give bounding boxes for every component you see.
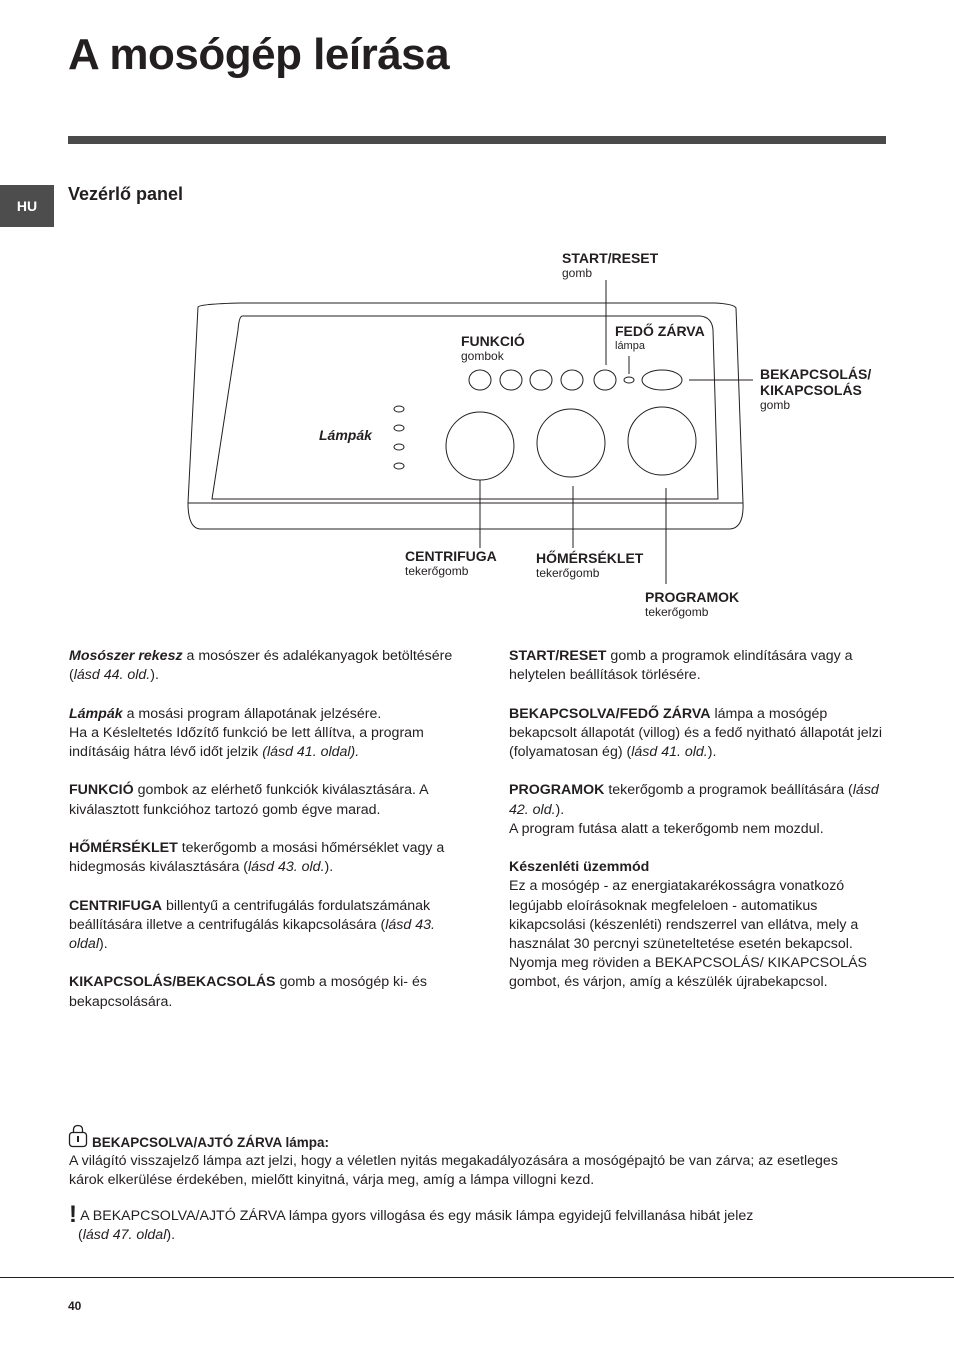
paragraph-mososzer: Mosószer rekesz a mosószer és adalékanyagok betöltésére (lásd 44. old.). <box>69 648 453 684</box>
power-button-shape <box>642 370 682 390</box>
label-homerseklet: HŐMÉRSÉKLET tekerőgomb <box>536 550 644 580</box>
page-title: A mosógép leírása <box>68 30 450 79</box>
page-number: 40 <box>68 1299 82 1313</box>
label-fedo-zarva: FEDŐ ZÁRVA lámpa <box>615 323 705 352</box>
temperature-knob-shape <box>537 409 605 477</box>
label-bekapcsolas: BEKAPCSOLÁS/ KIKAPCSOLÁS gomb <box>760 366 872 412</box>
padlock-icon <box>68 1124 88 1148</box>
paragraph-start-reset: START/RESET gomb a programok elindítására vagy a helytelen beállítások törlésére. <box>509 648 853 684</box>
paragraph-kikapcsolas: KIKAPCSOLÁS/BEKACSOLÁS gomb a mosógép ki- és bekapcsolására. <box>69 974 427 1010</box>
warning-note: ! A BEKAPCSOLVA/AJTÓ ZÁRVA lámpa gyors villogása és egy másik lámpa egyidejű felvillanása hibát jelez (lásd 47. oldal). <box>69 1201 754 1244</box>
program-knob-shape <box>628 407 696 475</box>
lamp-4 <box>394 463 404 469</box>
section-title: Vezérlő panel <box>68 184 184 204</box>
lamp-3 <box>394 444 404 450</box>
language-tab: HU <box>0 185 54 227</box>
warning-icon: ! <box>69 1201 77 1228</box>
paragraph-lampak: Lámpák a mosási program állapotának jelzésére. Ha a Késleltetés Időzítő funkció be lett állítva, a program indításáig hátra lévő időt jelzik (lásd 41. oldal). <box>69 705 424 760</box>
function-button-4 <box>561 370 583 390</box>
paragraph-programok: PROGRAMOK tekerőgomb a programok beállítására (lásd 42. old.). A program futása alatt a tekerőgomb nem mozdul. <box>509 782 879 837</box>
footer-rule <box>0 1277 954 1278</box>
label-start-reset: START/RESET gomb <box>562 250 659 280</box>
paragraph-homerseklet: HŐMÉRSÉKLET tekerőgomb a mosási hőmérséklet vagy a hidegmosás kiválasztására (lásd 43. old.). <box>69 839 445 876</box>
lock-note-text: A világító visszajelző lámpa azt jelzi, hogy a véletlen nyitás megakadályozására a mosógépajtó be van zárva; az esetleges károk elkerülése érdekében, mielőtt kinyitná, várja meg, amíg a lámpa villogni kezd. <box>69 1153 838 1189</box>
lamp-1 <box>394 406 404 412</box>
lamp-2 <box>394 425 404 431</box>
label-programok: PROGRAMOK tekerőgomb <box>645 589 740 619</box>
right-column <box>509 647 891 1012</box>
control-panel-diagram <box>0 0 954 640</box>
spin-knob-shape <box>446 412 514 480</box>
function-button-1 <box>469 370 491 390</box>
label-funkcio: FUNKCIÓ gombok <box>461 333 525 363</box>
start-reset-button-shape <box>594 370 616 390</box>
lock-note-title: BEKAPCSOLVA/AJTÓ ZÁRVA lámpa: <box>92 1135 330 1150</box>
left-column <box>69 647 469 1031</box>
label-centrifuga: CENTRIFUGA tekerőgomb <box>405 548 497 578</box>
lid-lamp-shape <box>624 377 634 383</box>
paragraph-fedo-zarva: BEKAPCSOLVA/FEDŐ ZÁRVA lámpa a mosógép bekapcsolt állapotát (villog) és a fedő nyitható állapotát jelzi (folyamatosan ég) (lásd 41. old.). <box>509 705 883 760</box>
label-lampak: Lámpák <box>319 427 372 443</box>
paragraph-keszenleti: Készenléti üzemmód Ez a mosógép - az energiatakarékosságra vonatkozó legújabb eloírásoknak megfeleloen - automatikus kikapcsolási (készenléti) rendszerrel van ellátva, mely a használat 30 percnyi szüneteltetése esetén bekapcsol. Nyomja meg röviden a BEKAPCSOLÁS/ KIKAPCSOLÁS gombot, és várjon, amíg a készülék újrabekapcsol. <box>509 859 867 991</box>
function-button-3 <box>530 370 552 390</box>
function-button-2 <box>500 370 522 390</box>
paragraph-centrifuga: CENTRIFUGA billentyű a centrifugálás fordulatszámának beállítására illetve a centrifugálás kikapcsolására (lásd 43. oldal). <box>69 897 435 952</box>
paragraph-funkcio: FUNKCIÓ gombok az elérhető funkciók kiválasztására. A kiválasztott funkcióhoz tartozó gomb égve marad. <box>69 782 428 818</box>
